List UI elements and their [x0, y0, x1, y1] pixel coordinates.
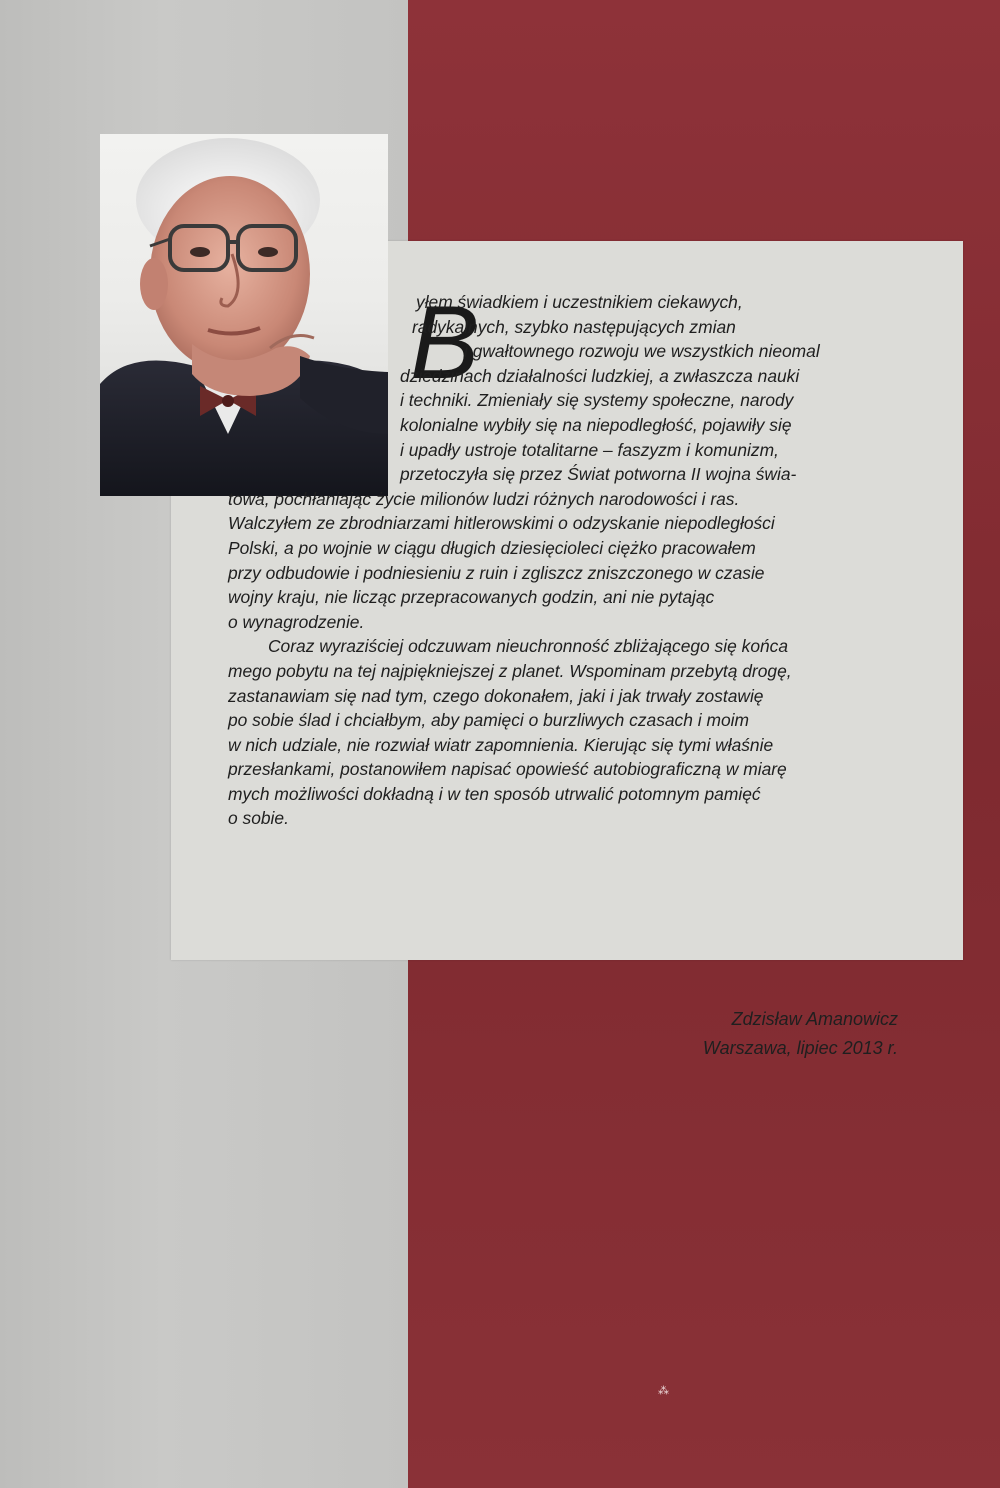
body-line: Polski, a po wojnie w ciągu długich dziesięcioleci ciężko pracowałem	[228, 537, 756, 558]
body-line: przetoczyła się przez Świat potworna II wojna świa-	[400, 464, 797, 485]
body-line: po sobie ślad i chciałbym, aby pamięci o burzliwych czasach i moim	[228, 710, 749, 731]
body-line: i gwałtownego rozwoju we wszystkich nieomal	[464, 341, 820, 362]
body-line: kolonialne wybiły się na niepodległość, pojawiły się	[400, 414, 792, 435]
body-line: i techniki. Zmieniały się systemy społeczne, narody	[400, 390, 794, 411]
author-name: Zdzisław Amanowicz	[731, 1009, 898, 1029]
body-line: przesłankami, postanowiłem napisać opowieść autobiograficzną w miarę	[228, 759, 787, 780]
body-line: mych możliwości dokładną i w ten sposób utrwalić potomnym pamięć	[228, 783, 761, 804]
dropcap-letter: B	[410, 285, 480, 401]
body-line: o sobie.	[228, 808, 289, 829]
body-line: zastanawiam się nad tym, czego dokonałem, jaki i jak trwały zostawię	[228, 685, 764, 706]
body-line: przy odbudowie i podniesieniu z ruin i zgliszcz zniszczonego w czasie	[228, 562, 765, 583]
body-line: w nich udziale, nie rozwiał wiatr zapomnienia. Kierując się tymi właśnie	[228, 734, 774, 755]
body-line: mego pobytu na tej najpiękniejszej z planet. Wspominam przebytą drogę,	[228, 660, 792, 681]
body-line: towa, pochłaniając życie milionów ludzi różnych narodowości i ras.	[228, 488, 740, 509]
body-line: Walczyłem ze zbrodniarzami hitlerowskimi o odzyskanie niepodległości	[228, 513, 775, 534]
body-line: Coraz wyraziściej odczuwam nieuchronność zbliżającego się końca	[268, 636, 789, 657]
body-line: wojny kraju, nie licząc przepracowanych godzin, ani nie pytając	[228, 587, 715, 608]
body-line: yłem świadkiem i uczestnikiem ciekawych,	[416, 292, 743, 312]
body-line: dziedzinach działalności ludzkiej, a zwłaszcza nauki	[400, 365, 800, 386]
body-text	[228, 285, 880, 831]
signature	[703, 1005, 898, 1063]
body-line: i upadły ustroje totalitarne – faszyzm i komunizm,	[400, 439, 779, 460]
body-line: radykalnych, szybko następujących zmian	[412, 316, 736, 337]
place-date: Warszawa, lipiec 2013 r.	[702, 1038, 898, 1058]
body-line: o wynagrodzenie.	[228, 611, 365, 632]
scan-speck-icon: ⁂	[658, 1384, 669, 1397]
